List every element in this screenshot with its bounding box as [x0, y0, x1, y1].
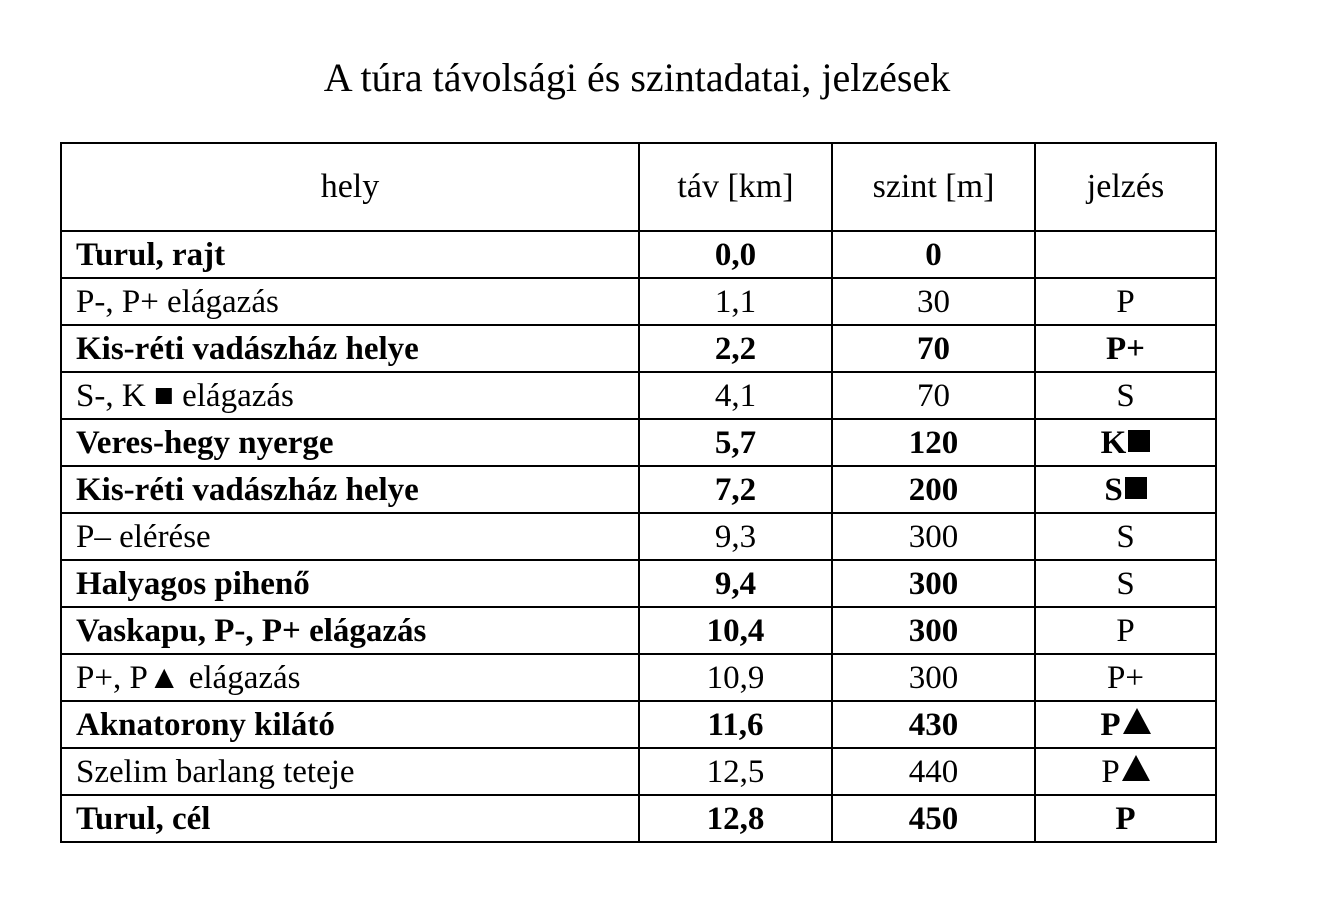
page-title: A túra távolsági és szintadatai, jelzések: [323, 55, 951, 100]
cell-szint: [832, 325, 1035, 372]
cell-szint-text: 70: [917, 377, 950, 414]
triangle-marker-icon: [1123, 708, 1151, 734]
cell-szint-text: 300: [908, 659, 959, 696]
table-row: [61, 560, 1216, 607]
cell-hely-text: Szelim barlang teteje: [76, 753, 355, 790]
cell-szint: [832, 513, 1035, 560]
cell-szint: [832, 419, 1035, 466]
cell-tav-text: 9,3: [714, 518, 757, 555]
cell-szint-text: 430: [908, 706, 959, 743]
table-row: [61, 513, 1216, 560]
cell-tav: [639, 466, 832, 513]
cell-szint-text: 300: [908, 612, 959, 649]
cell-tav-text: 9,4: [714, 565, 757, 602]
cell-jelzes: [1035, 513, 1216, 560]
cell-szint: [832, 748, 1035, 795]
cell-szint: [832, 560, 1035, 607]
cell-szint-text: 120: [908, 424, 959, 461]
cell-jelzes: [1035, 701, 1216, 748]
cell-tav-text: 0,0: [714, 236, 757, 273]
cell-jelzes: [1035, 560, 1216, 607]
cell-jelzes: [1035, 372, 1216, 419]
cell-hely-text: Turul, rajt: [76, 236, 226, 273]
cell-jelzes-text: P: [1101, 753, 1120, 790]
cell-hely-text: P– elérése: [76, 518, 211, 555]
cell-hely: [61, 560, 639, 607]
cell-szint: [832, 372, 1035, 419]
cell-hely: [61, 419, 639, 466]
cell-hely-text: Kis-réti vadászház helye: [76, 330, 419, 367]
cell-jelzes-text: P+: [1107, 659, 1144, 696]
cell-hely-text: Halyagos pihenő: [76, 565, 310, 602]
cell-tav: [639, 419, 832, 466]
table-row: [61, 607, 1216, 654]
table-row: [61, 278, 1216, 325]
table-row: [61, 748, 1216, 795]
cell-szint-text: 0: [925, 236, 942, 273]
cell-tav: [639, 513, 832, 560]
square-marker-icon: [1125, 477, 1147, 499]
cell-jelzes: [1035, 231, 1216, 278]
cell-szint-text: 440: [908, 753, 959, 790]
cell-szint: [832, 701, 1035, 748]
table-row: [61, 372, 1216, 419]
cell-jelzes: [1035, 607, 1216, 654]
cell-szint: [832, 795, 1035, 842]
cell-hely: [61, 654, 639, 701]
cell-jelzes: [1035, 795, 1216, 842]
cell-szint: [832, 278, 1035, 325]
cell-tav-text: 5,7: [714, 424, 757, 461]
cell-tav: [639, 748, 832, 795]
cell-hely-text: Veres-hegy nyerge: [76, 424, 334, 461]
cell-tav: [639, 654, 832, 701]
cell-jelzes-text: P: [1100, 706, 1121, 743]
cell-szint: [832, 231, 1035, 278]
cell-tav: [639, 560, 832, 607]
cell-hely-text: P-, P+ elágazás: [76, 283, 279, 320]
cell-jelzes: [1035, 419, 1216, 466]
cell-jelzes-text: P: [1115, 800, 1136, 837]
cell-tav-text: 12,5: [706, 753, 765, 790]
cell-tav: [639, 701, 832, 748]
column-header-szint: szint [m]: [832, 143, 1035, 231]
cell-jelzes-text: S: [1104, 471, 1123, 508]
triangle-marker-icon: [1122, 755, 1150, 781]
cell-hely: [61, 372, 639, 419]
cell-jelzes: [1035, 654, 1216, 701]
table-row: [61, 466, 1216, 513]
cell-jelzes-text: K: [1100, 424, 1127, 461]
cell-szint-text: 450: [908, 800, 959, 837]
cell-jelzes: [1035, 325, 1216, 372]
cell-szint-text: 30: [917, 283, 950, 320]
cell-hely: [61, 231, 639, 278]
cell-hely: [61, 701, 639, 748]
cell-tav-text: 7,2: [714, 471, 757, 508]
table-row: [61, 325, 1216, 372]
route-data-table: [60, 142, 1217, 843]
cell-hely-text: S-, K ■ elágazás: [76, 377, 294, 414]
table-header-row: [61, 143, 1216, 231]
cell-szint: [832, 466, 1035, 513]
cell-jelzes: [1035, 748, 1216, 795]
cell-szint-text: 300: [908, 518, 959, 555]
cell-jelzes: [1035, 278, 1216, 325]
cell-hely: [61, 795, 639, 842]
table-row: [61, 701, 1216, 748]
cell-hely: [61, 607, 639, 654]
cell-hely-text: Turul, cél: [76, 800, 211, 837]
table-row: [61, 795, 1216, 842]
cell-jelzes-text: S: [1116, 377, 1135, 414]
cell-jelzes-text: S: [1116, 518, 1135, 555]
cell-szint-text: 200: [908, 471, 959, 508]
cell-jelzes-text: P: [1116, 283, 1135, 320]
cell-hely-text: Vaskapu, P-, P+ elágazás: [76, 612, 427, 649]
cell-jelzes-text: P: [1116, 612, 1135, 649]
column-header-hely: hely: [61, 143, 639, 231]
cell-tav: [639, 231, 832, 278]
cell-hely-text: Kis-réti vadászház helye: [76, 471, 419, 508]
table-row: [61, 419, 1216, 466]
cell-szint: [832, 654, 1035, 701]
cell-tav-text: 10,4: [706, 612, 765, 649]
table-row: [61, 231, 1216, 278]
cell-szint-text: 300: [908, 565, 959, 602]
cell-tav: [639, 278, 832, 325]
cell-jelzes-text: P+: [1106, 330, 1145, 367]
cell-hely: [61, 278, 639, 325]
cell-hely: [61, 748, 639, 795]
cell-tav: [639, 795, 832, 842]
cell-hely: [61, 466, 639, 513]
cell-tav: [639, 372, 832, 419]
cell-hely: [61, 325, 639, 372]
cell-tav: [639, 607, 832, 654]
square-marker-icon: [1128, 430, 1150, 452]
cell-tav-text: 11,6: [707, 706, 764, 743]
cell-hely-text: Aknatorony kilátó: [76, 706, 335, 743]
cell-tav-text: 10,9: [706, 659, 765, 696]
cell-tav-text: 12,8: [706, 800, 765, 837]
cell-hely: [61, 513, 639, 560]
cell-szint: [832, 607, 1035, 654]
column-header-tav: táv [km]: [639, 143, 832, 231]
table-row: [61, 654, 1216, 701]
cell-szint-text: 70: [917, 330, 950, 367]
cell-jelzes: [1035, 466, 1216, 513]
cell-tav-text: 2,2: [714, 330, 757, 367]
cell-hely-text: P+, P▲ elágazás: [76, 659, 301, 696]
cell-tav-text: 1,1: [714, 283, 757, 320]
cell-tav-text: 4,1: [714, 377, 757, 414]
column-header-jelzes: jelzés: [1035, 143, 1216, 231]
cell-tav: [639, 325, 832, 372]
cell-jelzes-text: S: [1116, 565, 1135, 602]
